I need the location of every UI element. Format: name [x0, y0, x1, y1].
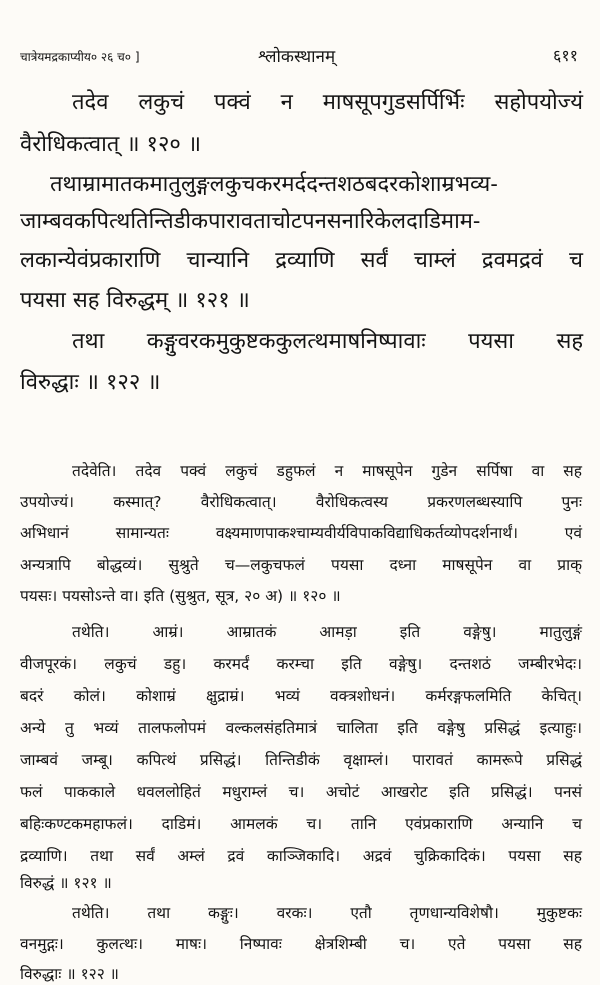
commentary-line: द्रव्याणि। तथा सर्वं अम्लं द्रवं काञ्जिकादि। अद्रवं चुक्रिकादिकं। पयसा सह — [20, 847, 582, 865]
commentary-line: फलं पाककाले धवललोहितं मधुराम्लं च। अचोटं आखरोट इति प्रसिद्धं। पनसं — [20, 783, 582, 801]
root-line: वैरोधिकत्वात् ॥ १२० ॥ — [20, 132, 202, 157]
commentary-line: तदेवेति। तदेव पक्वं लकुचं डहुफलं न माषसूपेन गुडेन सर्पिषा वा सह — [72, 462, 582, 480]
commentary-line: वनमुद्गः। कुलत्थः। माषः। निष्पावः क्षेत्रशिम्बी च। एते पयसा सह — [20, 935, 582, 953]
commentary-line: अभिधानं सामान्यतः वक्ष्यमाणपाकश्चाम्यवीर्यविपाकविद्याधिकर्तव्योपदर्शनार्थं। एवं — [20, 524, 582, 542]
commentary-line: जाम्बवं जम्बू। कपित्थं प्रसिद्धं। तिन्तिडीकं वृक्षाम्लं। पारावतं कामरूपे प्रसिद्धं — [20, 751, 582, 769]
commentary-line: विरुद्धाः ॥ १२२ ॥ — [20, 965, 119, 983]
commentary-line: बदरं कोलं। कोशाम्रं क्षुद्राम्रं। भव्यं वक्त्रशोधनं। कर्मरङ्गफलमिति केचित्। — [20, 687, 582, 705]
commentary-line: विरुद्धं ॥ १२१ ॥ — [20, 874, 112, 892]
root-line: पयसा सह विरुद्धम् ॥ १२१ ॥ — [20, 288, 250, 313]
commentary-line: अन्यत्रापि बोद्धव्यं। सुश्रुते च—लकुचफलं पयसा दध्ना माषसूपेन वा प्राक् — [20, 556, 582, 574]
running-title-center: श्लोकस्थानम् — [258, 47, 336, 67]
commentary-line: तथेति। आम्रं। आम्रातकं आमड़ा इति वङ्गेषु। मातुलुङ्गं — [72, 623, 582, 641]
commentary-line: उपयोज्यं। कस्मात्? वैरोधिकत्वात्। वैरोधिकत्वस्य प्रकरणलब्धस्यापि पुनः — [20, 493, 582, 511]
root-line: तथाम्रामातकमातुलुङ्गलकुचकरमर्ददन्तशठबदरकोशाम्रभव्य- — [50, 172, 498, 197]
commentary-line: पयसः। पयसोऽन्ते वा। इति (सुश्रुत, सूत्र, २० अ) ॥ १२० ॥ — [20, 587, 341, 605]
root-line: तदेव लकुचं पक्वं न माषसूपगुडसर्पिर्भिः सहोपयोज्यं — [72, 90, 583, 115]
root-line: जाम्बवकपित्थतिन्तिडीकपारावताचोटपनसनारिकेलदाडिमाम- — [20, 209, 481, 234]
commentary-line: तथेति। तथा कङ्गुः। वरकः। एतौ तृणधान्यविशेषौ। मुकुष्टकः — [72, 904, 582, 922]
root-line: लकान्येवंप्रकाराणि चान्यानि द्रव्याणि सर्वं चाम्लं द्रवमद्रवं च — [20, 248, 583, 273]
running-title-left: चात्रेयमद्रकाप्यीय० २६ च० ] — [20, 50, 140, 64]
commentary-line: अन्ये तु भव्यं तालफलोपमं वल्कलसंहतिमात्रं चालिता इति वङ्गेषु प्रसिद्धं इत्याहुः। — [20, 719, 582, 737]
commentary-line: वीजपूरकं। लकुचं डहु। करमर्दं करम्चा इति वङ्गेषु। दन्तशठं जम्बीरभेदः। — [20, 655, 582, 673]
commentary-line: बहिःकण्टकमहाफलं। दाडिमं। आमलकं च। तानि एवंप्रकाराणि अन्यानि च — [20, 815, 582, 833]
page-number: ६११ — [553, 46, 578, 65]
root-line: तथा कङ्गुवरकमुकुष्टककुलत्थमाषनिष्पावाः पयसा सह — [72, 329, 583, 354]
root-line: विरुद्धाः ॥ १२२ ॥ — [20, 370, 161, 395]
page-header — [20, 42, 578, 66]
